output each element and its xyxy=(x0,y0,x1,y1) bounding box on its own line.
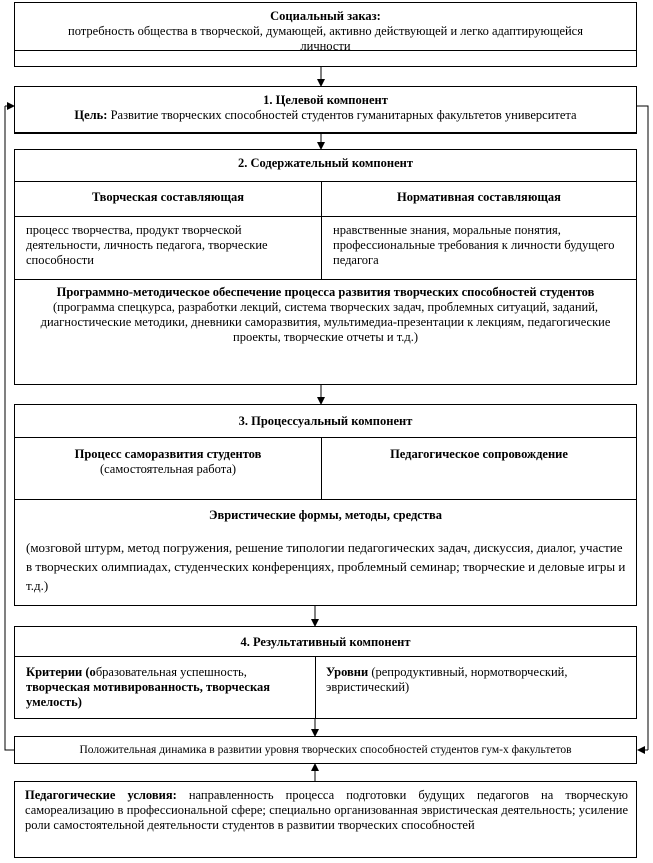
criteria-label: Критерии (о xyxy=(26,665,96,679)
conditions-label: Педагогические условия: xyxy=(25,788,177,802)
divider xyxy=(15,216,636,217)
program-text: (программа спецкурса, разработки лекций, система творческих задач, проблемных ситуаций, заданий, диагностические методики, дневники саморазвития, мультимедиа-презентации к лекциям, педагогические проекты, творческие отчеты и т.д.) xyxy=(40,300,611,344)
divider xyxy=(15,50,636,51)
target-title: 1. Целевой компонент xyxy=(263,93,388,107)
social-order-box xyxy=(14,2,637,67)
criteria-items-bold: творческая мотивированность, творческая умелость) xyxy=(26,680,270,709)
divider xyxy=(315,656,316,719)
divider xyxy=(15,437,636,438)
process-title: 3. Процессуальный компонент xyxy=(238,414,413,428)
program-title: Программно-методическое обеспечение процесса развития творческих способностей студентов xyxy=(56,285,595,299)
divider xyxy=(15,499,636,500)
normative-component-text: нравственные знания, моральные понятия, профессиональные требования к личности будущего педагога xyxy=(333,223,615,267)
levels-items: (репродуктивный, нормотворческий, эвристический) xyxy=(326,665,568,694)
levels-text xyxy=(326,665,626,695)
right-feedback-line xyxy=(637,106,648,750)
heuristic-text: (мозговой штурм, метод погружения, решение типологии педагогических задач, дискуссия, диалог, участие в творческих олимпиадах, студенческих конференциях, проблемный семинар; творческие и деловые игры и т.д.) xyxy=(26,540,626,593)
divider xyxy=(15,656,636,657)
goal-text: Развитие творческих способностей студентов гуманитарных факультетов университета xyxy=(107,108,577,122)
creative-component-title: Творческая составляющая xyxy=(91,190,245,204)
divider xyxy=(14,133,637,134)
self-development-title: Процесс саморазвития студентов xyxy=(74,447,262,461)
creative-component-text: процесс творчества, продукт творческой деятельности, личность педагога, творческие способности xyxy=(26,223,268,267)
criteria-items: бразовательная успешность, xyxy=(95,665,247,679)
dynamics-text: Положительная динамика в развитии уровня творческих способностей студентов гум-х факультетов xyxy=(79,744,572,756)
conditions-body: направленность процесса подготовки будущих педагогов на творческую самореализацию в профессиональной сфере; специально организованная эвристическая деятельность; усиление роли самостоятельной деятельности студентов в развитии творческих способностей xyxy=(25,788,628,832)
result-component-box xyxy=(14,626,637,719)
divider xyxy=(15,279,636,280)
left-feedback-line xyxy=(5,106,14,750)
self-development-text: (самостоятельная работа) xyxy=(99,462,237,476)
conditions-text xyxy=(25,788,628,833)
criteria-text xyxy=(26,665,306,710)
normative-component-title: Нормативная составляющая xyxy=(397,190,561,204)
process-component-box xyxy=(14,404,637,606)
goal-label: Цель: xyxy=(74,108,108,122)
pedagogical-support-title: Педагогическое сопровождение xyxy=(390,447,568,461)
dynamics-box xyxy=(14,736,637,764)
target-component-box xyxy=(14,86,637,133)
content-title: 2. Содержательный компонент xyxy=(238,156,413,170)
content-component-box xyxy=(14,149,637,385)
heuristic-title: Эвристические формы, методы, средства xyxy=(209,508,442,522)
result-title: 4. Результативный компонент xyxy=(240,635,411,649)
conditions-box xyxy=(14,781,637,858)
levels-label: Уровни xyxy=(326,665,369,679)
social-order-text: потребность общества в творческой, думающей, активно действующей и легко адаптирующейся личности xyxy=(68,24,583,53)
social-order-title: Социальный заказ: xyxy=(270,9,381,23)
divider xyxy=(15,181,636,182)
